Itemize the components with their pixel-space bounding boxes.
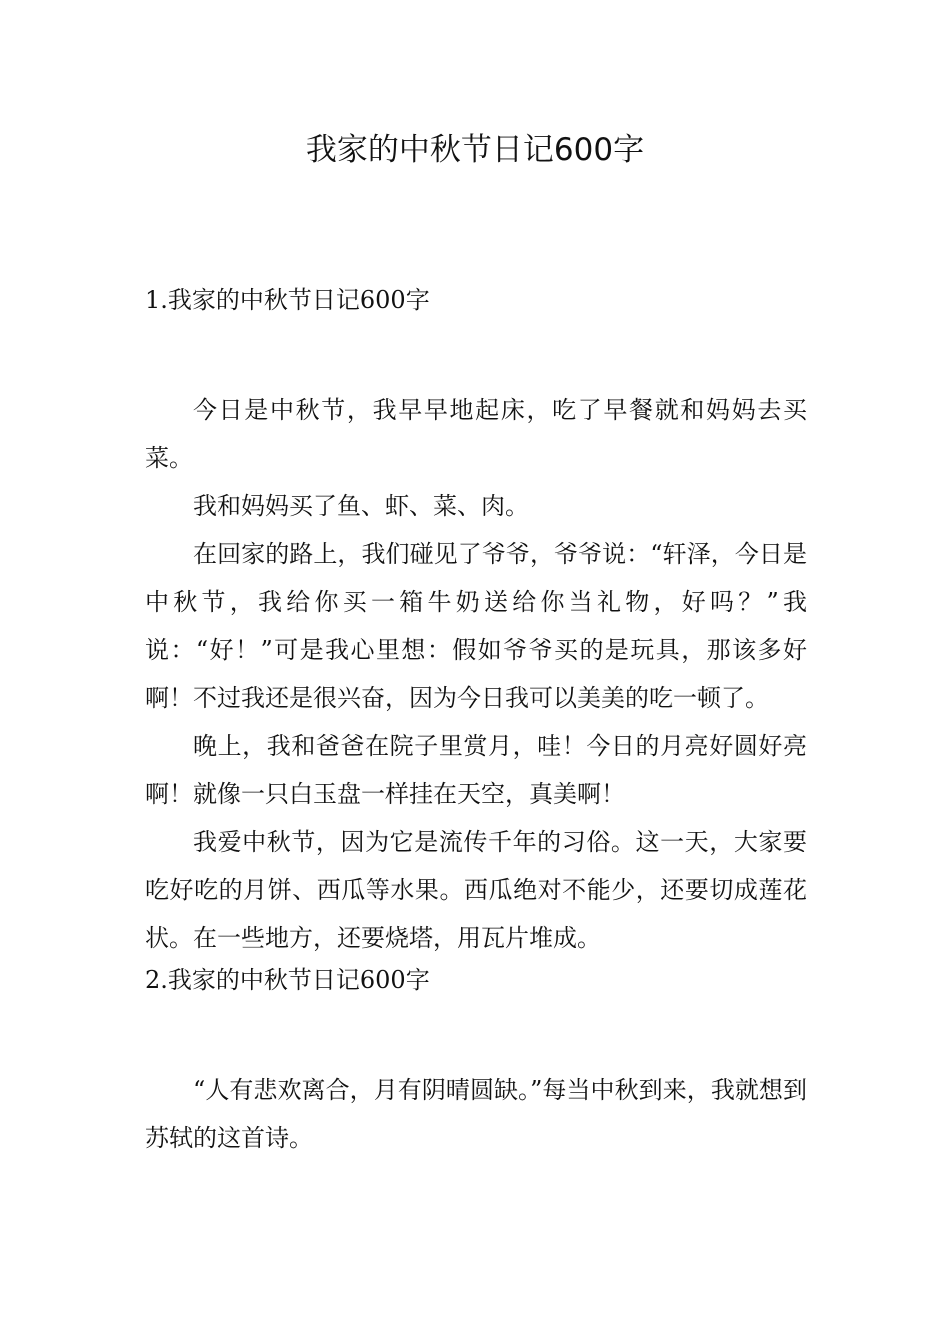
paragraph: 今日是中秋节，我早早地起床，吃了早餐就和妈妈去买菜。 xyxy=(145,396,807,472)
paragraph: “人有悲欢离合，月有阴晴圆缺。”每当中秋到来，我就想到苏轼的这首诗。 xyxy=(145,1076,807,1152)
paragraph: 晚上，我和爸爸在院子里赏月，哇！今日的月亮好圆好亮啊！就像一只白玉盘一样挂在天空，真美啊！ xyxy=(145,732,807,808)
paragraph: 我和妈妈买了鱼、虾、菜、肉。 xyxy=(193,492,529,520)
paragraph: 我爱中秋节，因为它是流传千年的习俗。这一天，大家要吃好吃的月饼、西瓜等水果。西瓜绝对不能少，还要切成莲花状。在一些地方，还要烧塔，用瓦片堆成。 xyxy=(145,828,807,952)
document-body xyxy=(145,282,807,1162)
section-heading-1: 1.我家的中秋节日记600字 xyxy=(145,286,430,314)
section-spacer-2 xyxy=(145,998,807,1066)
section-heading-2: 2.我家的中秋节日记600字 xyxy=(145,966,430,994)
paragraph: 在回家的路上，我们碰见了爷爷，爷爷说：“轩泽，今日是中秋节，我给你买一箱牛奶送给你当礼物，好吗？”我说：“好！”可是我心里想：假如爷爷买的是玩具，那该多好啊！不过我还是很兴奋，因为今日我可以美美的吃一顿了。 xyxy=(145,540,807,712)
section-spacer-1 xyxy=(145,318,807,386)
document-title: 我家的中秋节日记600字 xyxy=(305,132,645,168)
